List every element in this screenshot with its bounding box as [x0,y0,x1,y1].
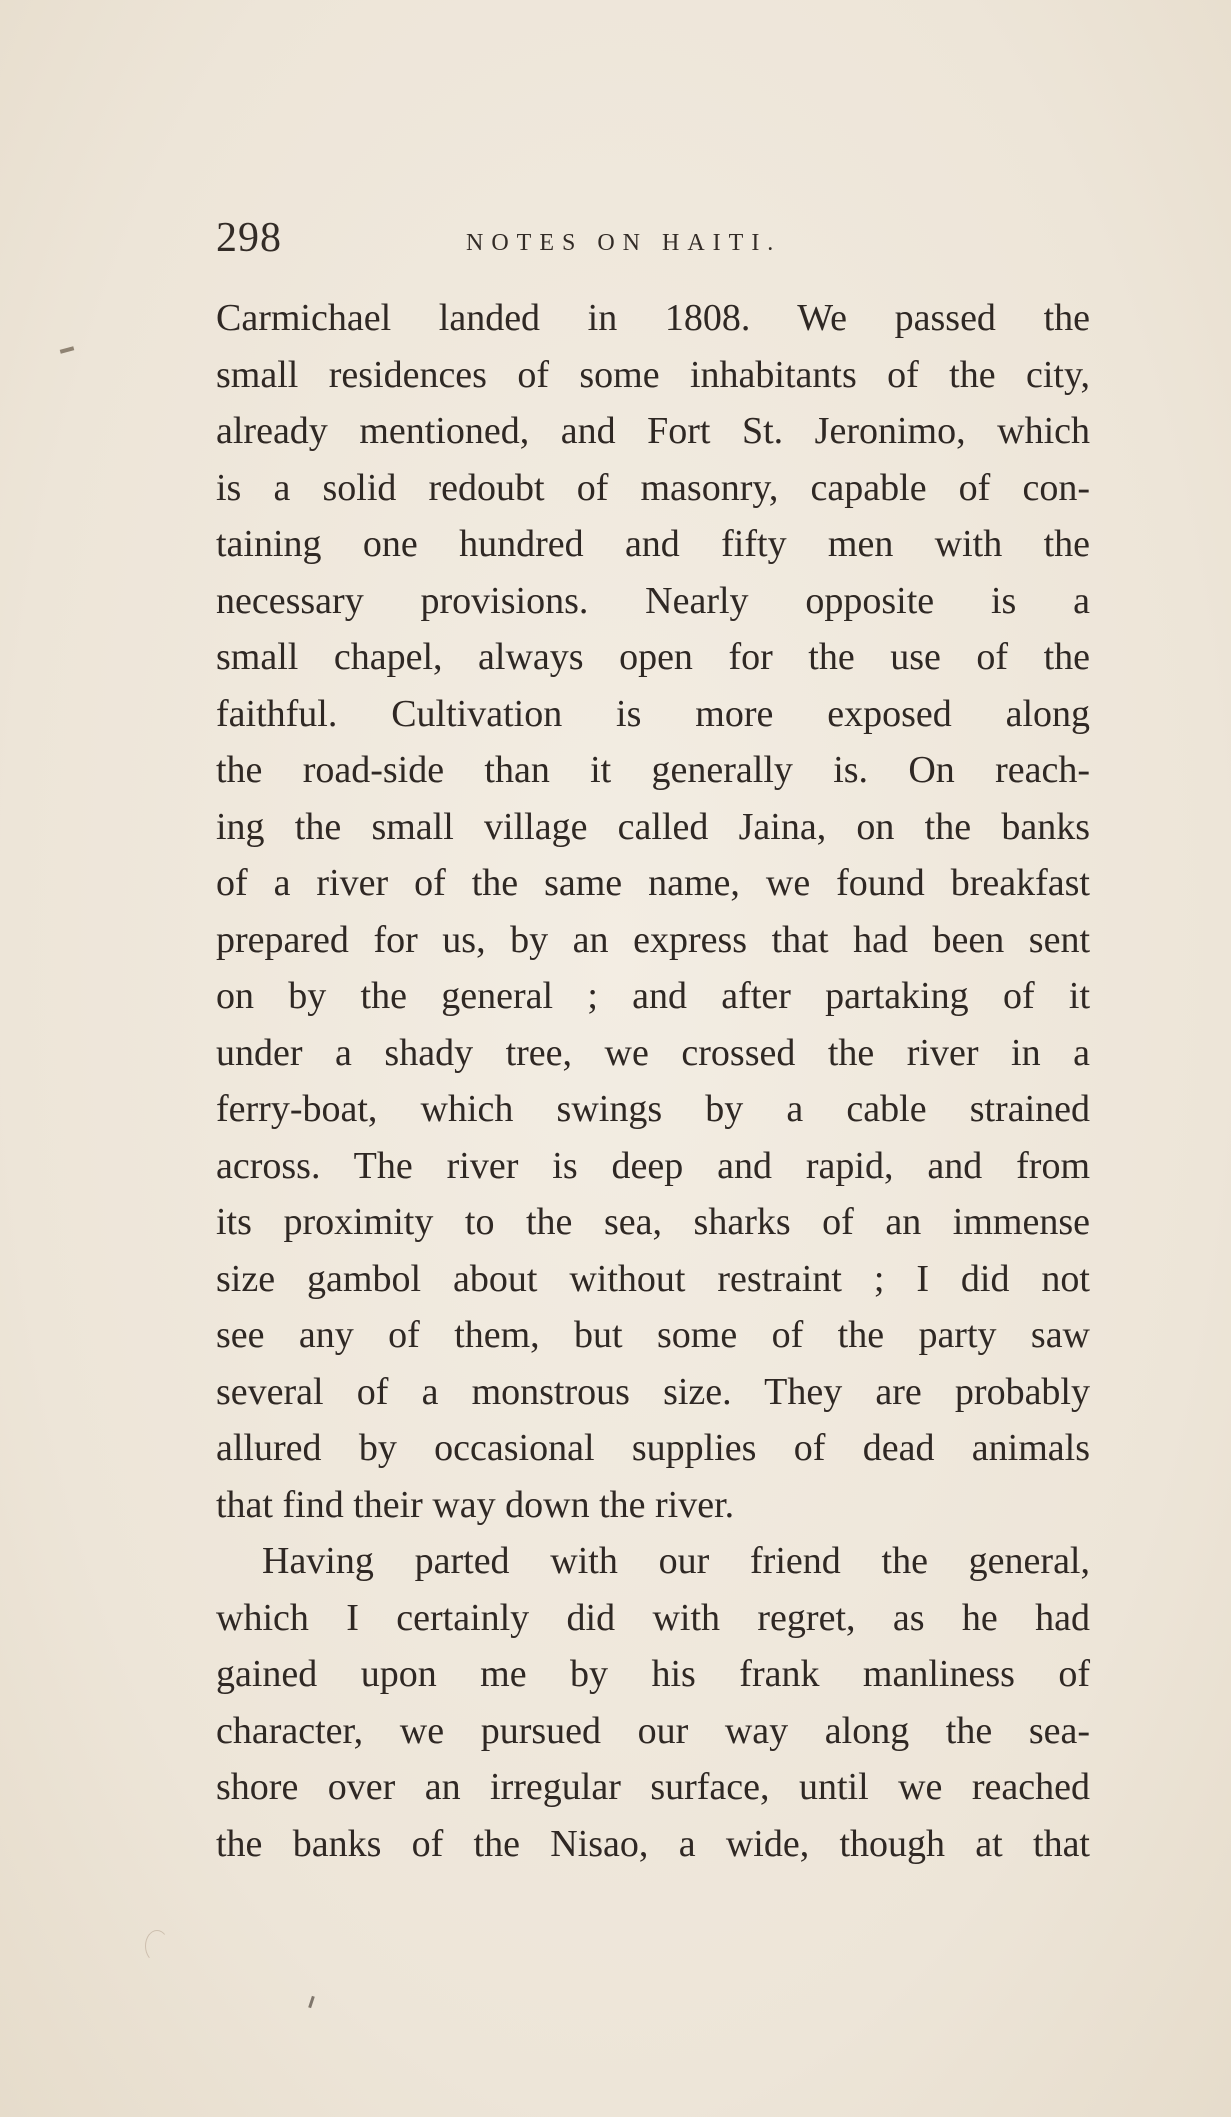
ink-speck [60,346,75,353]
body-text [216,290,1090,1872]
text-line: that find their way down the river. [216,1483,735,1526]
text-line: faithful. Cultivation is more exposed along [216,692,1090,735]
text-line: character, we pursued our way along the sea- [216,1709,1090,1752]
text-line: small chapel, always open for the use of the [216,636,1090,678]
text-line: necessary provisions. Nearly opposite is a [216,579,1090,622]
text-line: size gambol about without restraint ; I did not [216,1257,1090,1300]
text-line: on by the general ; and after partaking of it [216,975,1090,1017]
paragraph-2 [216,1533,1090,1872]
text-line: ing the small village called Jaina, on the banks [216,805,1090,848]
text-line: gained upon me by his frank manliness of [216,1653,1090,1695]
text-line: taining one hundred and fifty men with the [216,523,1090,565]
text-line: the banks of the Nisao, a wide, though at that [216,1822,1090,1865]
page-number: 298 [216,215,282,261]
ink-speck [308,1996,315,2008]
text-line: prepared for us, by an express that had been sent [216,918,1090,961]
text-line: of a river of the same name, we found breakfast [216,862,1090,904]
running-head: NOTES ON HAITI. [466,230,782,256]
text-line: ferry-boat, which swings by a cable strained [216,1088,1090,1130]
paper-blemish [145,1930,169,1962]
text-line: under a shady tree, we crossed the river in a [216,1031,1090,1074]
text-line: shore over an irregular surface, until we reached [216,1766,1090,1808]
text-line: Having parted with our friend the general, [262,1540,1090,1582]
text-line: Carmichael landed in 1808. We passed the [216,297,1090,339]
paragraph-1 [216,290,1090,1533]
text-line: several of a monstrous size. They are probably [216,1370,1090,1413]
text-line: across. The river is deep and rapid, and from [216,1144,1090,1187]
text-line: the road-side than it generally is. On reach- [216,749,1090,791]
text-line: allured by occasional supplies of dead animals [216,1427,1090,1469]
text-line: is a solid redoubt of masonry, capable of con- [216,466,1090,509]
text-line: which I certainly did with regret, as he had [216,1596,1090,1639]
text-line: already mentioned, and Fort St. Jeronimo, which [216,410,1090,452]
text-line: its proximity to the sea, sharks of an immense [216,1201,1090,1243]
page-header [216,214,1096,274]
text-line: see any of them, but some of the party saw [216,1314,1090,1356]
text-line: small residences of some inhabitants of the city, [216,353,1090,396]
